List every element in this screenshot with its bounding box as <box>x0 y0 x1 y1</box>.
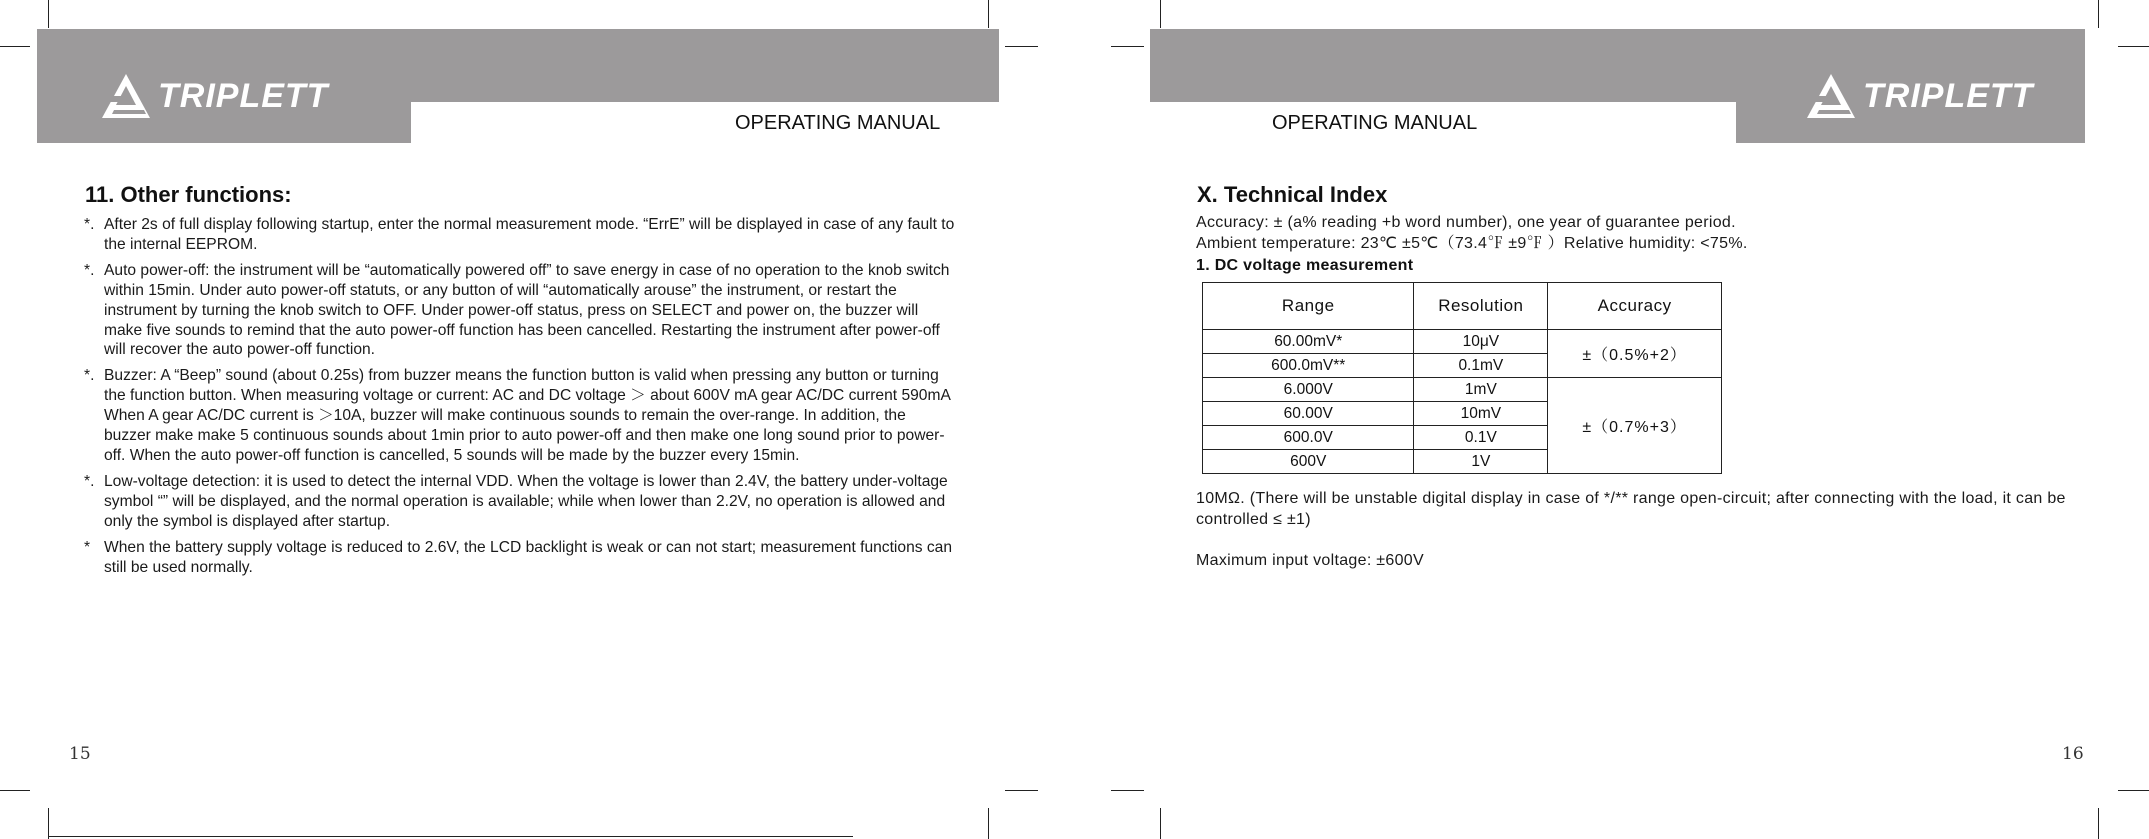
dc-voltage-table <box>1202 282 1722 474</box>
bullet-mark: *. <box>84 216 95 233</box>
range-cell: 600.0mV** <box>1203 354 1414 378</box>
brand-name: TRIPLETT <box>158 76 329 115</box>
resolution-cell: 1V <box>1414 450 1548 474</box>
resolution-cell: 0.1mV <box>1414 354 1548 378</box>
accuracy-cell: ±（0.7%+3） <box>1548 378 1722 474</box>
range-cell: 600.0V <box>1203 426 1414 450</box>
list-item <box>84 215 956 255</box>
accuracy-cell: ±（0.5%+2） <box>1548 330 1722 378</box>
input-impedance-note: 10MΩ. (There will be unstable digital display in case of */** range open-circuit; after connecting with the load, it can be controlled ≤ ±1) <box>1196 490 2066 528</box>
bullet-text: Auto power-off: the instrument will be “automatically powered off” to save energy in case of no operation to the knob switch within 15min. Under auto power-off statuts, or any button of will “automatically arouse” the instrument, or restart the instrument by turning the knob switch to OFF. Under power-off status, press on SELECT and power on, the buzzer will make five sounds to remind that the auto power-off function has been cancelled. Restarting the instrument after power-off will recover the auto power-off function. <box>104 261 950 359</box>
accuracy-line: Accuracy: ± (a% reading +b word number), one year of guarantee period. <box>1196 214 1736 231</box>
triplett-logo-icon <box>100 72 152 120</box>
max-input-voltage: Maximum input voltage: ±600V <box>1196 552 1424 569</box>
list-item <box>84 261 956 361</box>
bullet-text: Low-voltage detection: it is used to detect the internal VDD. When the voltage is lower than 2.4V, the battery under-voltage symbol “” will be displayed, and the normal operation is available; while when lower than 2.2V, no operation is allowed and only the symbol is displayed after startup. <box>104 472 948 530</box>
resolution-cell: 10μV <box>1414 330 1548 354</box>
section-title: X. Technical Index <box>1197 182 1388 207</box>
bullet-text: When the battery supply voltage is reduced to 2.6V, the LCD backlight is weak or can not start; measurement functions can still be used normally. <box>104 538 953 576</box>
bullet-list <box>84 215 956 583</box>
bullet-mark: *. <box>84 261 95 279</box>
range-cell: 600V <box>1203 450 1414 474</box>
column-header: Accuracy <box>1548 283 1722 330</box>
ambient-line: Ambient temperature: 23℃ ±5℃（73.4℉ ±9℉ ）Relative humidity: <75%. <box>1196 235 1748 252</box>
brand-name: TRIPLETT <box>1863 76 2034 115</box>
bullet-mark: *. <box>84 367 95 385</box>
table-row <box>1203 378 1722 402</box>
subsection-title: 1. DC voltage measurement <box>1196 257 1414 274</box>
range-cell: 6.000V <box>1203 378 1414 402</box>
resolution-cell: 0.1V <box>1414 426 1548 450</box>
range-cell: 60.00mV* <box>1203 330 1414 354</box>
list-item <box>84 366 956 466</box>
right-page <box>1075 0 2149 839</box>
left-page <box>0 0 1074 839</box>
triplett-logo-icon <box>1805 72 1857 120</box>
resolution-cell: 1mV <box>1414 378 1548 402</box>
bullet-text: After 2s of full display following startup, enter the normal measurement mode. “ErrE” will be displayed in case of any fault to the internal EEPROM. <box>104 216 955 253</box>
brand-logo <box>1805 72 2033 120</box>
table-row <box>1203 330 1722 354</box>
bullet-mark: *. <box>84 472 95 490</box>
bullet-mark: * <box>84 538 91 556</box>
list-item <box>84 538 956 578</box>
resolution-cell: 10mV <box>1414 402 1548 426</box>
range-cell: 60.00V <box>1203 402 1414 426</box>
header-title: OPERATING MANUAL <box>735 112 941 134</box>
brand-logo <box>100 72 328 120</box>
table-header-row <box>1203 283 1722 330</box>
column-header: Resolution <box>1414 283 1548 330</box>
header-title: OPERATING MANUAL <box>1272 112 1478 134</box>
list-item <box>84 472 956 532</box>
section-title: 11. Other functions: <box>85 182 292 207</box>
bullet-text: Buzzer: A “Beep” sound (about 0.25s) from buzzer means the function button is valid when pressing any button or turning the function button. When measuring voltage or current: AC and DC voltage ＞ about 600V mA gear AC/DC current 590mA When A gear AC/DC current is ＞10A, buzzer will make continuous sounds to remain the over-range. In addition, the buzzer make make 5 continuous sounds about 1min prior to auto power-off and then make one long sound prior to power-off. When the auto power-off function is cancelled, 5 sounds will be made by the buzzer every 15min. <box>104 367 950 464</box>
page-number: 16 <box>2062 744 2084 764</box>
column-header: Range <box>1203 283 1414 330</box>
page-number: 15 <box>69 744 91 764</box>
